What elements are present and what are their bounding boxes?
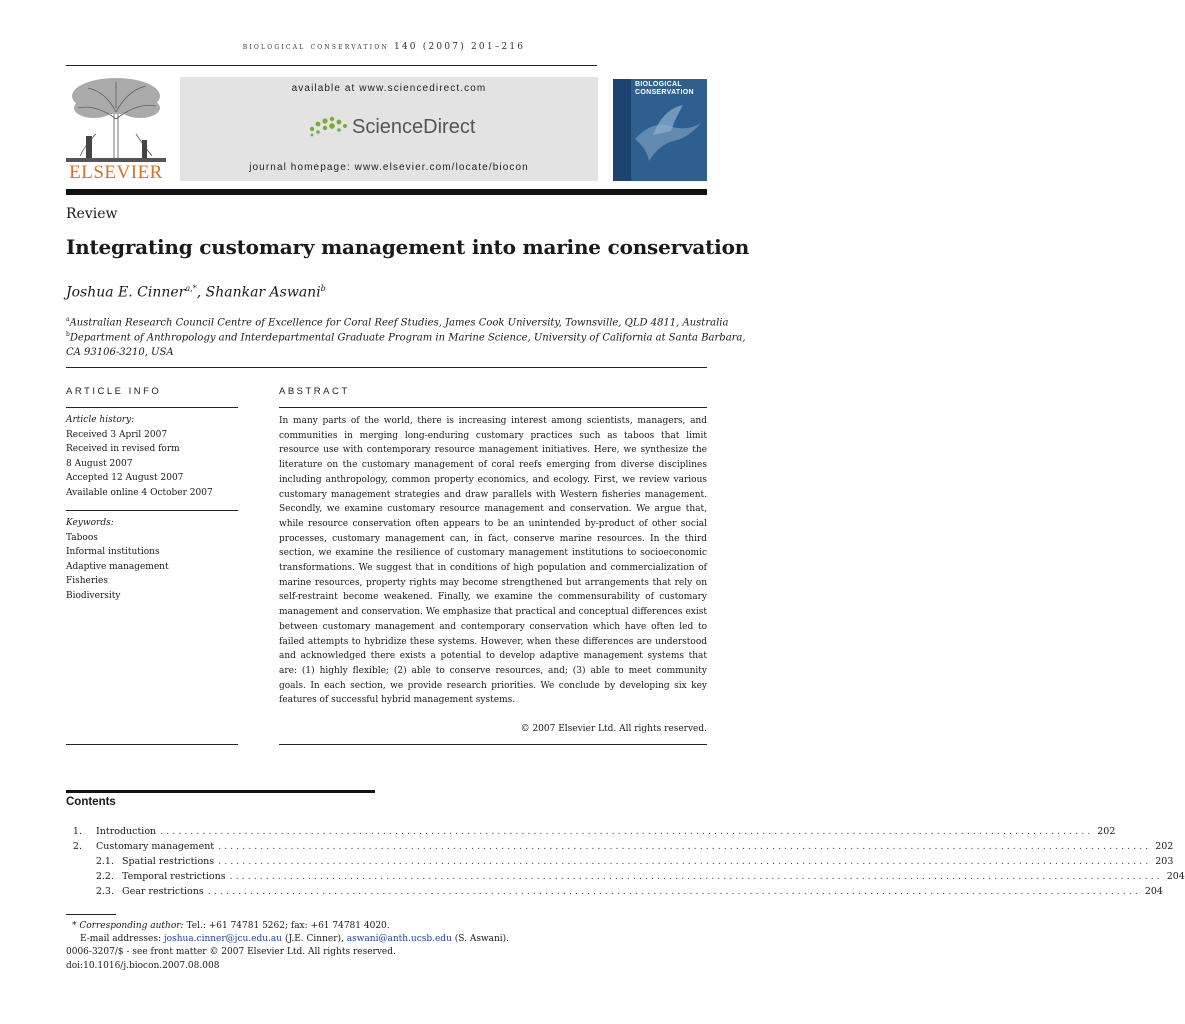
- email-link[interactable]: aswani@anth.ucsb.edu: [346, 934, 452, 945]
- header-rule: [66, 65, 597, 66]
- toc-item[interactable]: 2. Customary management ........................................................................................................................................................... 202: [72, 841, 1174, 852]
- history-entry: Received in revised form: [66, 444, 180, 455]
- toc-item[interactable]: 1. Introduction ........................................................................................................................................................... 202: [72, 826, 1116, 837]
- keyword: Fisheries: [66, 576, 108, 587]
- email-addresses: E-mail addresses: joshua.cinner@jcu.edu.au (J.E. Cinner), aswani@anth.ucsb.edu (S. Aswani).: [80, 934, 510, 945]
- keyword: Informal institutions: [66, 547, 160, 558]
- footnote-rule: [66, 914, 116, 915]
- corresponding-author-note: * Corresponding author: Tel.: +61 74781 5262; fax: +61 74781 4020.: [72, 921, 390, 931]
- cover-title: BIOLOGICAL CONSERVATION: [635, 81, 694, 96]
- author-name[interactable]: Shankar Aswani: [205, 284, 321, 301]
- abstract-heading: ABSTRACT: [279, 386, 350, 397]
- article-info-heading: ARTICLE INFO: [66, 386, 162, 397]
- author-list: Joshua E. Cinner$^{a,*}$, Shankar Aswani$^b$: [66, 284, 326, 301]
- available-at-link[interactable]: available at www.sciencedirect.com: [291, 83, 487, 94]
- abstract-text: In many parts of the world, there is increasing interest among scientists, managers, and communities in merging long-enduring customary practices such as taboos that limit resource use with contemporary resource management initiatives. Here, we synthesize the literature on the customary management of coral reefs emerging from diverse disciplines including anthropology, common property economics, and ecology. First, we review various customary management strategies and draw parallels with Western fisheries management. Secondly, we examine customary resource management and conservation. We argue that, while resource conservation often appears to be an unintended by-product of other social processes, customary management can, in fact, conserve marine resources. In the third section, we examine the resilience of customary management institutions to socioeconomic transformations. We suggest that in conditions of high population and commercialization of marine resources, property rights may become strengthened but arrangements that rely on self-restraint become weakened. Finally, we examine the commensurability of customary management and conservation. We emphasize that practical and conceptual differences exist between customary management and contemporary conservation which have often led to failed attempts to hybridize these systems. However, when these differences are understood and acknowledged there exists a potential to develop adaptive management systems that are: (1) highly flexible; (2) able to conserve resources, and; (3) able to meet community goals. In each section, we provide research priorities. We conclude by developing six key features of successful hybrid management systems.: [279, 416, 707, 706]
- toc-item[interactable]: 2.2. Temporal restrictions ........................................................................................................................................................... 204: [95, 871, 1185, 882]
- abstract-rule: [279, 407, 707, 408]
- author-name[interactable]: Joshua E. Cinner: [66, 284, 186, 301]
- article-title: Integrating customary management into marine conservation: [66, 235, 750, 259]
- journal-banner: [180, 77, 598, 181]
- history-rule: [66, 510, 238, 511]
- article-type: Review: [66, 206, 118, 222]
- keyword: Biodiversity: [66, 590, 121, 601]
- history-entry: Received 3 April 2007: [66, 429, 168, 440]
- abstract-bottom-rule: [279, 744, 707, 745]
- sciencedirect-dots-icon: [308, 115, 348, 139]
- toc-item[interactable]: 2.3. Gear restrictions ........................................................................................................................................................... 204: [95, 886, 1163, 897]
- history-entry: Available online 4 October 2007: [66, 487, 213, 498]
- history-entry: 8 August 2007: [66, 458, 133, 469]
- elsevier-wordmark: ELSEVIER: [69, 162, 163, 183]
- sciencedirect-label: ScienceDirect: [352, 115, 476, 138]
- toc-item[interactable]: 2.1. Spatial restrictions ........................................................................................................................................................... 203: [95, 856, 1174, 867]
- email-link[interactable]: joshua.cinner@jcu.edu.au: [163, 934, 283, 945]
- running-head: biological conservation 140 (2007) 201–216: [242, 42, 526, 52]
- footnotes: [66, 920, 509, 973]
- contents-heading: Contents: [66, 796, 116, 808]
- history-entry: Accepted 12 August 2007: [66, 473, 184, 484]
- journal-homepage-link[interactable]: journal homepage: www.elsevier.com/locate/biocon: [249, 162, 529, 173]
- affiliation-rule: [66, 367, 707, 368]
- issn-line: 0006-3207/$ - see front matter © 2007 Elsevier Ltd. All rights reserved.: [66, 947, 396, 958]
- tree-icon: [66, 74, 166, 162]
- journal-cover-image: [613, 79, 707, 181]
- author-affil-mark[interactable]: b: [320, 284, 326, 293]
- article-info-bottom-rule: [66, 744, 238, 745]
- elsevier-logo: [66, 74, 166, 184]
- affiliation: $^a$Australian Research Council Centre of Excellence for Coral Reef Studies, James Cook University, Townsville, QLD 4811, Australia: [66, 316, 729, 329]
- doi-line[interactable]: doi:10.1016/j.biocon.2007.08.008: [66, 960, 220, 971]
- keyword: Adaptive management: [66, 561, 169, 572]
- keyword: Taboos: [66, 532, 98, 543]
- keywords: Keywords: Taboos Informal institutions Adaptive management Fisheries Biodiversity: [66, 516, 238, 604]
- banner-rule: [66, 189, 707, 195]
- author-affil-mark[interactable]: a,*: [185, 284, 197, 293]
- contents-rule: [66, 790, 375, 793]
- abstract-copyright: © 2007 Elsevier Ltd. All rights reserved.: [520, 724, 707, 734]
- sciencedirect-logo[interactable]: [308, 113, 475, 141]
- affiliation: $^b$Department of Anthropology and Interdepartmental Graduate Program in Marine Science, University of California at Santa Barbara, CA 93106-3210, USA: [66, 331, 746, 359]
- article-history: Article history: Received 3 April 2007 Received in revised form 8 August 2007 Accepted 12 August 2007 Available online 4 October 2007: [66, 413, 238, 501]
- article-info-rule: [66, 407, 238, 408]
